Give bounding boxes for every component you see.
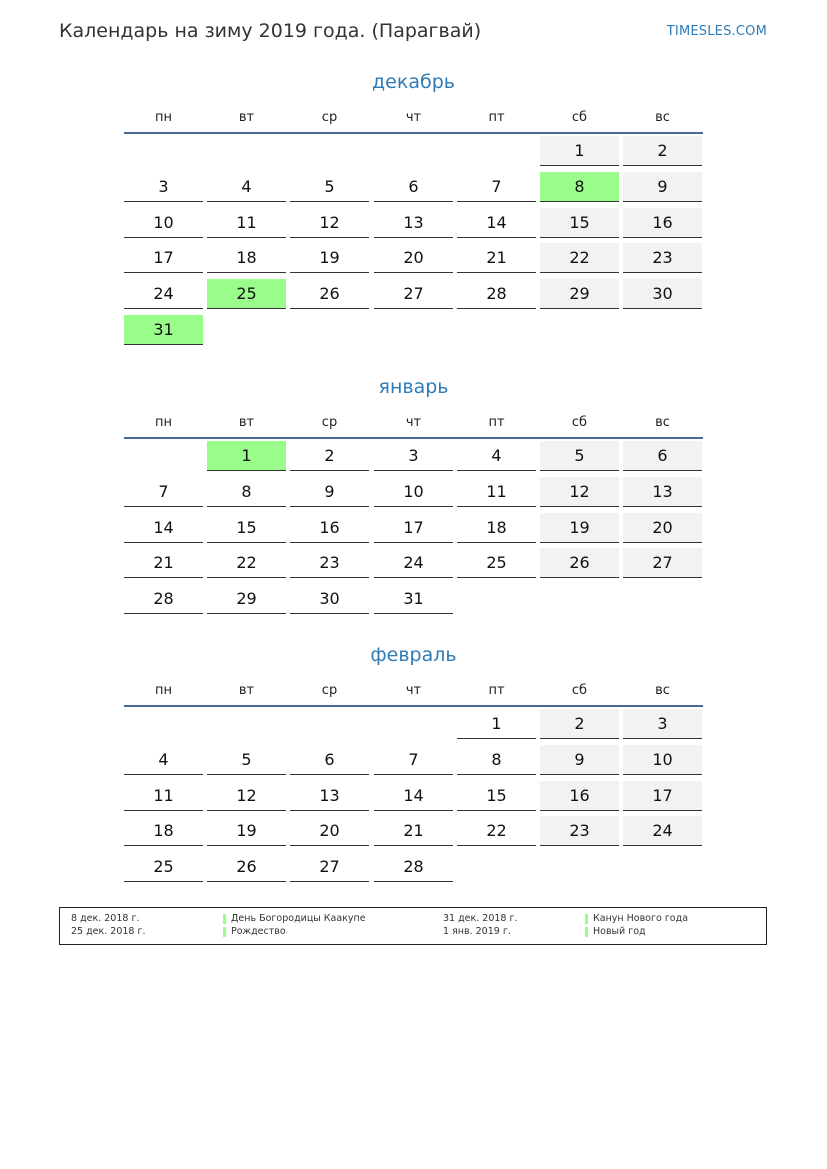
day-cell: 15: [540, 208, 619, 238]
legend-date: 1 янв. 2019 г.: [443, 926, 511, 937]
day-cell: 15: [207, 513, 286, 543]
day-cell: 23: [540, 816, 619, 846]
day-cell: 17: [124, 243, 203, 273]
day-cell: 13: [374, 208, 453, 238]
weekday-label: вс: [655, 415, 670, 430]
holiday-color-marker: [223, 927, 226, 937]
day-cell: 23: [290, 548, 369, 578]
day-cell: 7: [124, 477, 203, 507]
weekday-label: сб: [571, 683, 588, 698]
day-cell: 26: [540, 548, 619, 578]
month-title: декабрь: [372, 71, 455, 93]
day-cell: 28: [457, 279, 536, 309]
holiday-color-marker: [585, 914, 588, 924]
day-cell: 15: [457, 781, 536, 811]
day-cell: 17: [623, 781, 702, 811]
weekday-label: сб: [571, 110, 588, 125]
weekday-label: ср: [321, 110, 338, 125]
day-cell: 7: [374, 745, 453, 775]
day-cell: 12: [207, 781, 286, 811]
month-block: [124, 375, 703, 609]
holiday-day-cell: 8: [540, 172, 619, 202]
day-cell: 8: [457, 745, 536, 775]
weekday-label: вт: [238, 415, 255, 430]
day-cell: 5: [540, 441, 619, 471]
day-cell: 18: [124, 816, 203, 846]
day-cell: 8: [207, 477, 286, 507]
holiday-color-marker: [223, 914, 226, 924]
day-cell: 12: [290, 208, 369, 238]
day-cell: 21: [457, 243, 536, 273]
day-cell: 3: [623, 709, 702, 739]
weekday-label: пн: [155, 683, 172, 698]
day-cell: 9: [290, 477, 369, 507]
day-cell: 6: [374, 172, 453, 202]
day-cell: 28: [374, 852, 453, 882]
day-cell: 28: [124, 584, 203, 614]
day-cell: 6: [290, 745, 369, 775]
month-title: январь: [378, 376, 449, 398]
month-title: февраль: [370, 644, 457, 666]
day-cell: 1: [457, 709, 536, 739]
day-cell: 2: [290, 441, 369, 471]
day-cell: 13: [290, 781, 369, 811]
day-cell: 23: [623, 243, 702, 273]
day-cell: 10: [623, 745, 702, 775]
day-cell: 22: [207, 548, 286, 578]
day-cell: 9: [540, 745, 619, 775]
day-cell: 1: [540, 136, 619, 166]
site-link[interactable]: TIMESLES.COM: [666, 24, 767, 39]
day-cell: 30: [290, 584, 369, 614]
holiday-day-cell: 31: [124, 315, 203, 345]
day-cell: 10: [124, 208, 203, 238]
page-title: Календарь на зиму 2019 года. (Парагвай): [59, 20, 482, 42]
day-cell: 22: [540, 243, 619, 273]
day-cell: 27: [290, 852, 369, 882]
day-cell: 16: [290, 513, 369, 543]
day-cell: 18: [457, 513, 536, 543]
day-cell: 4: [124, 745, 203, 775]
day-cell: 21: [374, 816, 453, 846]
weekday-header: [124, 415, 703, 439]
day-cell: 11: [207, 208, 286, 238]
weekday-header: [124, 110, 703, 134]
weekday-label: ср: [321, 683, 338, 698]
day-cell: 22: [457, 816, 536, 846]
weekday-label: вс: [655, 110, 670, 125]
day-cell: 25: [124, 852, 203, 882]
day-cell: 4: [457, 441, 536, 471]
legend-date: 8 дек. 2018 г.: [71, 913, 140, 924]
weekday-label: пн: [155, 415, 172, 430]
day-cell: 14: [124, 513, 203, 543]
day-cell: 16: [623, 208, 702, 238]
weekday-label: пн: [155, 110, 172, 125]
day-cell: 13: [623, 477, 702, 507]
day-cell: 9: [623, 172, 702, 202]
legend-holiday-name: Новый год: [593, 926, 646, 937]
day-cell: 17: [374, 513, 453, 543]
weekday-label: вс: [655, 683, 670, 698]
holiday-color-marker: [585, 927, 588, 937]
day-cell: 5: [207, 745, 286, 775]
weekday-label: чт: [405, 110, 422, 125]
day-cell: 14: [457, 208, 536, 238]
day-cell: 20: [623, 513, 702, 543]
day-cell: 31: [374, 584, 453, 614]
legend-holiday-name: День Богородицы Каакупе: [231, 913, 366, 924]
day-cell: 24: [623, 816, 702, 846]
day-cell: 4: [207, 172, 286, 202]
day-cell: 6: [623, 441, 702, 471]
day-cell: 19: [207, 816, 286, 846]
day-cell: 2: [540, 709, 619, 739]
day-cell: 19: [540, 513, 619, 543]
weekday-label: пт: [488, 415, 505, 430]
day-cell: 11: [124, 781, 203, 811]
day-cell: 24: [124, 279, 203, 309]
legend-date: 25 дек. 2018 г.: [71, 926, 146, 937]
day-cell: 19: [290, 243, 369, 273]
weekday-label: чт: [405, 683, 422, 698]
day-cell: 18: [207, 243, 286, 273]
weekday-label: ср: [321, 415, 338, 430]
legend-holiday-name: Рождество: [231, 926, 286, 937]
weekday-header: [124, 683, 703, 707]
day-cell: 25: [457, 548, 536, 578]
day-cell: 20: [374, 243, 453, 273]
day-cell: 29: [540, 279, 619, 309]
day-cell: 11: [457, 477, 536, 507]
day-cell: 26: [290, 279, 369, 309]
month-block: [124, 70, 703, 339]
day-cell: 21: [124, 548, 203, 578]
holiday-legend: [59, 907, 767, 945]
weekday-label: пт: [488, 110, 505, 125]
day-cell: 14: [374, 781, 453, 811]
weekday-label: вт: [238, 683, 255, 698]
weekday-label: вт: [238, 110, 255, 125]
day-cell: 27: [623, 548, 702, 578]
day-cell: 20: [290, 816, 369, 846]
day-cell: 3: [124, 172, 203, 202]
day-cell: 26: [207, 852, 286, 882]
day-cell: 27: [374, 279, 453, 309]
weekday-label: чт: [405, 415, 422, 430]
weekday-label: пт: [488, 683, 505, 698]
day-cell: 7: [457, 172, 536, 202]
day-cell: 16: [540, 781, 619, 811]
day-cell: 10: [374, 477, 453, 507]
legend-holiday-name: Канун Нового года: [593, 913, 689, 924]
day-cell: 2: [623, 136, 702, 166]
day-cell: 29: [207, 584, 286, 614]
holiday-day-cell: 1: [207, 441, 286, 471]
month-block: [124, 643, 703, 877]
day-cell: 24: [374, 548, 453, 578]
weekday-label: сб: [571, 415, 588, 430]
day-cell: 30: [623, 279, 702, 309]
day-cell: 3: [374, 441, 453, 471]
holiday-day-cell: 25: [207, 279, 286, 309]
day-cell: 12: [540, 477, 619, 507]
day-cell: 5: [290, 172, 369, 202]
legend-date: 31 дек. 2018 г.: [443, 913, 518, 924]
